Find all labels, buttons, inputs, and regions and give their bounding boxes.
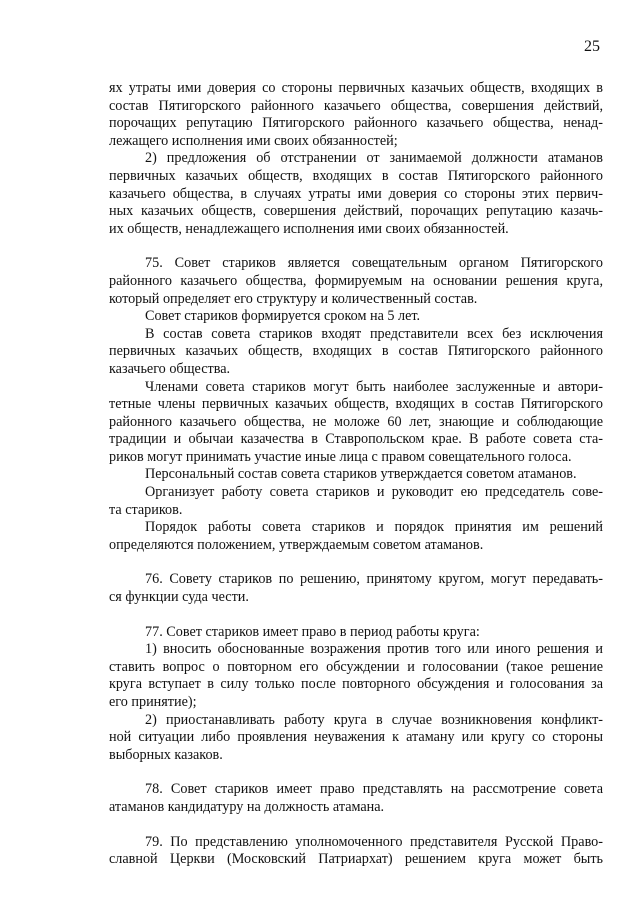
text-line: Организует работу совета стариков и руководит ею председатель сове- [145,484,603,501]
paragraph-gap [109,554,603,571]
text-line: казачьего общества, в случаях утраты ими доверия со стороны этих первич- [109,185,603,202]
text-line: традиции и обычаи казачества в Ставропольском крае. В работе совета ста- [109,431,603,448]
text-line: 2) приостанавливать работу круга в случае возникновения конфликт- [145,711,603,728]
text-line: его принятие); [109,694,197,710]
text-line: Порядок работы совета стариков и порядок принятия им решений [145,519,603,536]
text-line: 2) предложения об отстранении от занимаемой должности атаманов [145,150,603,167]
text-line: лежащего исполнения ими своих обязанностей; [109,132,398,149]
text-line: славной Церкви (Московский Патриархат) решением круга может быть [109,851,603,868]
text-line: ставить вопрос о повторном его обсуждении и голосовании (такое решение [109,658,603,675]
paragraph-gap [109,817,603,834]
text-line: который определяет его структуру и количественный состав. [109,290,478,307]
text-line: Членами совета стариков могут быть наиболее заслуженные и автори- [145,378,603,395]
text-line: 78. Совет стариков имеет право представлять на рассмотрение совета [145,781,603,798]
text-line: первичных казачьих обществ, входящих в состав Пятигорского районного [109,167,603,184]
text-line: 76. Совету стариков по решению, принятому кругом, могут передавать- [145,571,603,588]
document-body [109,80,603,869]
text-line: тетные члены первичных казачьих обществ, входящих в состав Пятигорского [109,396,603,413]
text-line: атаманов кандидатуру на должность атамана. [109,798,385,815]
text-line: ся функции суда чести. [109,589,249,606]
text-line: состав Пятигорского районного казачьего общества, совершения действий, [109,97,603,114]
text-line: ях утраты ими доверия со стороны первичных казачьих обществ, входящих в [109,80,603,96]
text-line: выборных казаков. [109,746,223,763]
text-line: районного казачьего общества, не моложе 60 лет, знающие и соблюдающие [109,413,603,430]
text-line: риков могут принимать участие иные лица с правом совещательного голоса. [109,448,572,465]
text-line: первичных казачьих обществ, входящих в состав Пятигорского районного [109,343,603,360]
text-line: порочащих репутацию Пятигорского районного казачьего общества, ненад- [109,115,603,132]
text-line: 1) вносить обоснованные возражения против того или иного решения и [145,641,603,658]
text-line: В состав совета стариков входят представители всех без исключения [145,325,603,342]
text-line: та стариков. [109,501,183,518]
text-line: ных казачьих обществ, совершения действий, порочащих репутацию казачь- [109,203,603,220]
text-line: 75. Совет стариков является совещательным органом Пятигорского [145,255,603,272]
text-line: круга вступает в силу только после повторного обсуждения и голосования за [109,676,603,693]
page-number: 25 [584,38,600,55]
text-line: Персональный состав совета стариков утверждается советом атаманов. [145,466,577,483]
text-line: казачьего общества. [109,360,231,377]
text-line: определяются положением, утверждаемым советом атаманов. [109,536,484,553]
text-line: 77. Совет стариков имеет право в период работы круга: [145,623,480,640]
text-line: Совет стариков формируется сроком на 5 лет. [145,308,421,325]
paragraph-gap [109,764,603,781]
text-line: их обществ, ненадлежащего исполнения ими своих обязанностей. [109,220,509,237]
paragraph-gap [109,238,603,255]
paragraph-gap [109,607,603,624]
text-line: 79. По представлению уполномоченного представителя Русской Право- [145,833,603,850]
text-line: районного казачьего общества, формируемым на основании решения круга, [109,272,603,289]
text-line: ной ситуации либо проявления неуважения к атаману или кругу со стороны [109,729,603,746]
